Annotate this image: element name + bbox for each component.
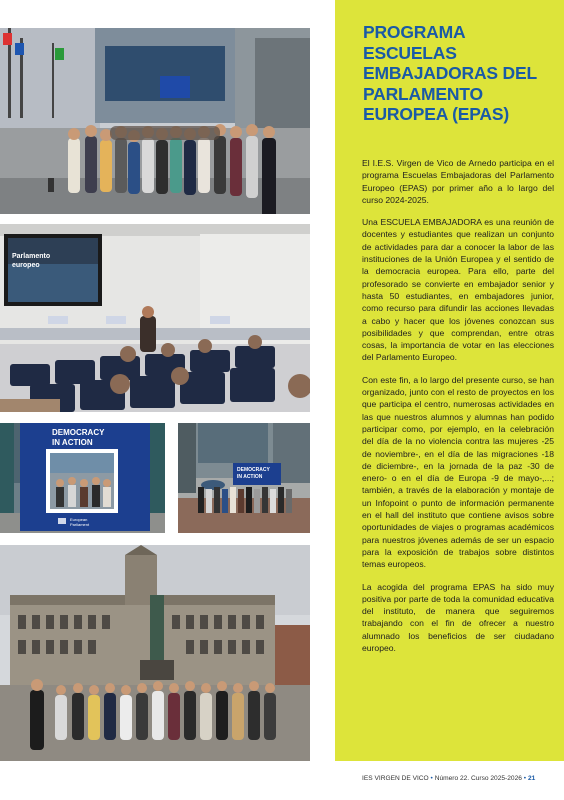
- footer-separator-2: •: [523, 775, 527, 782]
- screen-caption-line2: europeo: [12, 262, 40, 269]
- article-body: [362, 157, 554, 664]
- article-paragraph-4: La acogida del programa EPAS ha sido muy positiva por parte de toda la comunidad educativa del instituto, de manera que seguiremos trabajando con el fin de ofrecer a nuestro alumnado los beneficios de ser ciudadano europeo.: [362, 581, 554, 653]
- footer-separator: •: [430, 775, 433, 782]
- screen-caption-line1: Parlamento: [12, 253, 51, 260]
- banner-logo-text1: European: [70, 517, 88, 522]
- page-number: 21: [527, 775, 536, 782]
- banner-line2: IN ACTION: [52, 438, 93, 447]
- article-paragraph-3: Con este fin, a lo largo del presente curso, se han organizado, junto con el resto de proyectos en los que participa el centro, numerosas actividades en las que nuestros alumnos y alumnas han podido participar como, por ejemplo, en la celebración del día de la no violencia contra las mujeres -25 de noviembre-, en el día de las migraciones -18 de diciembre-, en la jornada de la paz -30 de enero- o en el día de Europa -9 de mayo-,...; también, a través de la elaboración y montaje de un Infopoint o punto de información permanente en el hall del instituto que contiene avisos sobre oportunidades de viajes o programas académicos para nuestros jóvenes además de ser un espacio para la exposición de trabajos sobre distintos temas europeos.: [362, 374, 554, 570]
- page-footer: [362, 775, 557, 782]
- footer-issue: Número 22. Curso 2025-2026: [434, 775, 522, 782]
- banner-line1: DEMOCRACY: [52, 428, 105, 437]
- photo-auditorium-session: [0, 224, 310, 412]
- article-paragraph-2: Una ESCUELA EMBAJADORA es una reunión de docentes y estudiantes que realizan un conjunto de actividades para dar a conocer la labor de las instituciones de la Unión Europea y el sentido de la democracia europea. Para ello, parte del profesorado se convierte en embajador senior y hasta 50 estudiantes, en embajadores junior, como recurso para difundir las acciones llevadas a cabo y hacer que los jóvenes conozcan sus posibilidades y que comprendan, entre otras cosas, la importancia de votar en las elecciones del Parlamento Europeo.: [362, 217, 554, 363]
- photo-democracy-in-action-panel: [0, 423, 165, 533]
- photo-group-outdoor-banner: [178, 423, 310, 533]
- small-banner-line2: IN ACTION: [237, 474, 263, 480]
- small-banner-line1: DEMOCRACY: [237, 467, 270, 473]
- article-title: PROGRAMA ESCUELAS EMBAJADORAS DEL PARLAMENTO EUROPEA (EPAS): [363, 22, 537, 124]
- photo-group-parliament-exterior: [0, 28, 310, 214]
- article-paragraph-1: El I.E.S. Virgen de Vico de Arnedo participa en el programa Escuelas Embajadoras del Parlamento Europeo (EPAS) por primer año a lo largo del curso 2024-2025.: [362, 158, 554, 205]
- footer-school: IES VIRGEN DE VICO: [362, 775, 429, 782]
- photo-group-town-hall-square: [0, 545, 310, 761]
- banner-logo-text2: Parliament: [70, 522, 90, 527]
